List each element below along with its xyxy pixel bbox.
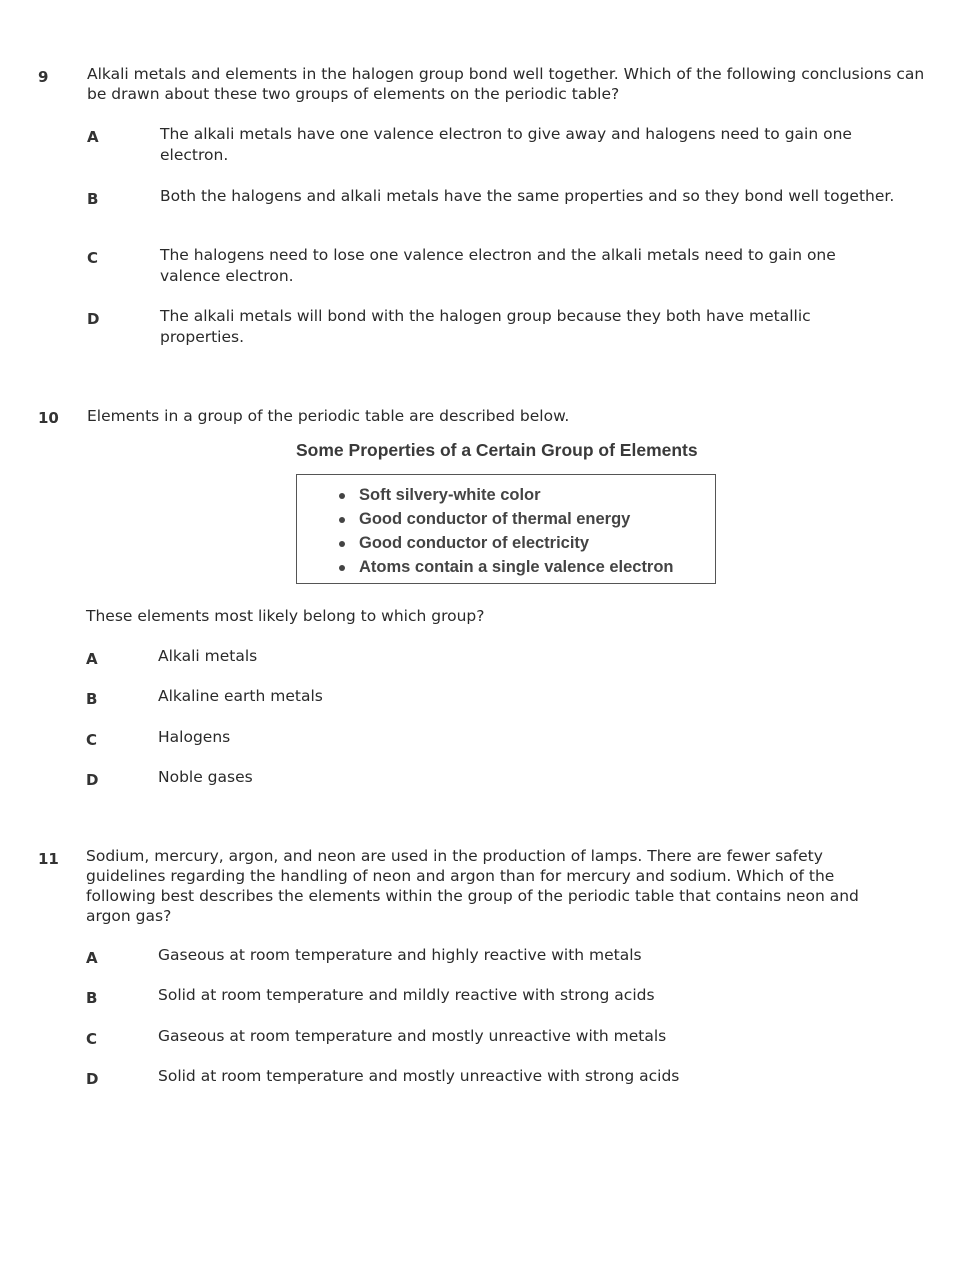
question-11-choice-b[interactable]: Solid at room temperature and mildly reactive with strong acids bbox=[158, 986, 655, 1004]
question-9-choice-c[interactable]: The halogens need to lose one valence electron and the alkali metals need to gain one valence electron. bbox=[160, 246, 836, 285]
question-9-choice-d[interactable]: The alkali metals will bond with the halogen group because they both have metallic properties. bbox=[160, 307, 811, 346]
question-10-stem: Elements in a group of the periodic table are described below. bbox=[87, 407, 570, 425]
properties-list-item: Soft silvery-white color bbox=[337, 483, 674, 507]
question-9-choice-d-letter: D bbox=[87, 310, 100, 328]
properties-list bbox=[337, 483, 674, 579]
question-10-choice-a[interactable]: Alkali metals bbox=[158, 647, 258, 665]
question-9-choice-a-letter: A bbox=[87, 128, 99, 146]
question-10-choice-a-letter: A bbox=[86, 650, 98, 668]
question-10-number: 10 bbox=[38, 409, 59, 427]
question-9-choice-b-letter: B bbox=[87, 190, 99, 208]
properties-list-item: Good conductor of thermal energy bbox=[337, 507, 674, 531]
question-11-choice-a[interactable]: Gaseous at room temperature and highly reactive with metals bbox=[158, 946, 642, 964]
question-11-stem: Sodium, mercury, argon, and neon are used in the production of lamps. There are fewer safety guidelines regarding the handling of neon and argon than for mercury and sodium. Which of the following best describes the elements within the group of the periodic table that contains neon and argon gas? bbox=[86, 847, 859, 925]
bullet-icon bbox=[339, 493, 345, 499]
question-10-prompt: These elements most likely belong to which group? bbox=[86, 607, 485, 625]
question-9-stem: Alkali metals and elements in the halogen group bond well together. Which of the following conclusions can be drawn about these two groups of elements on the periodic table? bbox=[87, 65, 925, 103]
bullet-icon bbox=[339, 565, 345, 571]
question-11-choice-a-letter: A bbox=[86, 949, 98, 967]
question-11-choice-b-letter: B bbox=[86, 989, 98, 1007]
question-11-choice-c-letter: C bbox=[86, 1030, 98, 1048]
question-11-choice-d[interactable]: Solid at room temperature and mostly unreactive with strong acids bbox=[158, 1067, 680, 1085]
bullet-icon bbox=[339, 517, 345, 523]
question-11-choice-d-letter: D bbox=[86, 1070, 99, 1088]
bullet-icon bbox=[339, 541, 345, 547]
question-10-choice-c-letter: C bbox=[86, 731, 98, 749]
question-10-choice-c[interactable]: Halogens bbox=[158, 728, 231, 746]
question-10-choice-b[interactable]: Alkaline earth metals bbox=[158, 687, 323, 705]
properties-list-item: Atoms contain a single valence electron bbox=[337, 555, 674, 579]
question-9-choice-a[interactable]: The alkali metals have one valence electron to give away and halogens need to gain one electron. bbox=[160, 125, 852, 164]
question-9-number: 9 bbox=[38, 68, 49, 86]
question-10-choice-d[interactable]: Noble gases bbox=[158, 768, 253, 786]
question-11-choice-c[interactable]: Gaseous at room temperature and mostly unreactive with metals bbox=[158, 1027, 667, 1045]
question-9-choice-b[interactable]: Both the halogens and alkali metals have the same properties and so they bond well together. bbox=[160, 187, 895, 205]
question-10-choice-b-letter: B bbox=[86, 690, 98, 708]
question-11-number: 11 bbox=[38, 850, 59, 868]
properties-list-item: Good conductor of electricity bbox=[337, 531, 674, 555]
question-9-choice-c-letter: C bbox=[87, 249, 99, 267]
properties-box-title: Some Properties of a Certain Group of Elements bbox=[296, 440, 698, 460]
properties-box bbox=[296, 474, 716, 584]
question-10-choice-d-letter: D bbox=[86, 771, 99, 789]
